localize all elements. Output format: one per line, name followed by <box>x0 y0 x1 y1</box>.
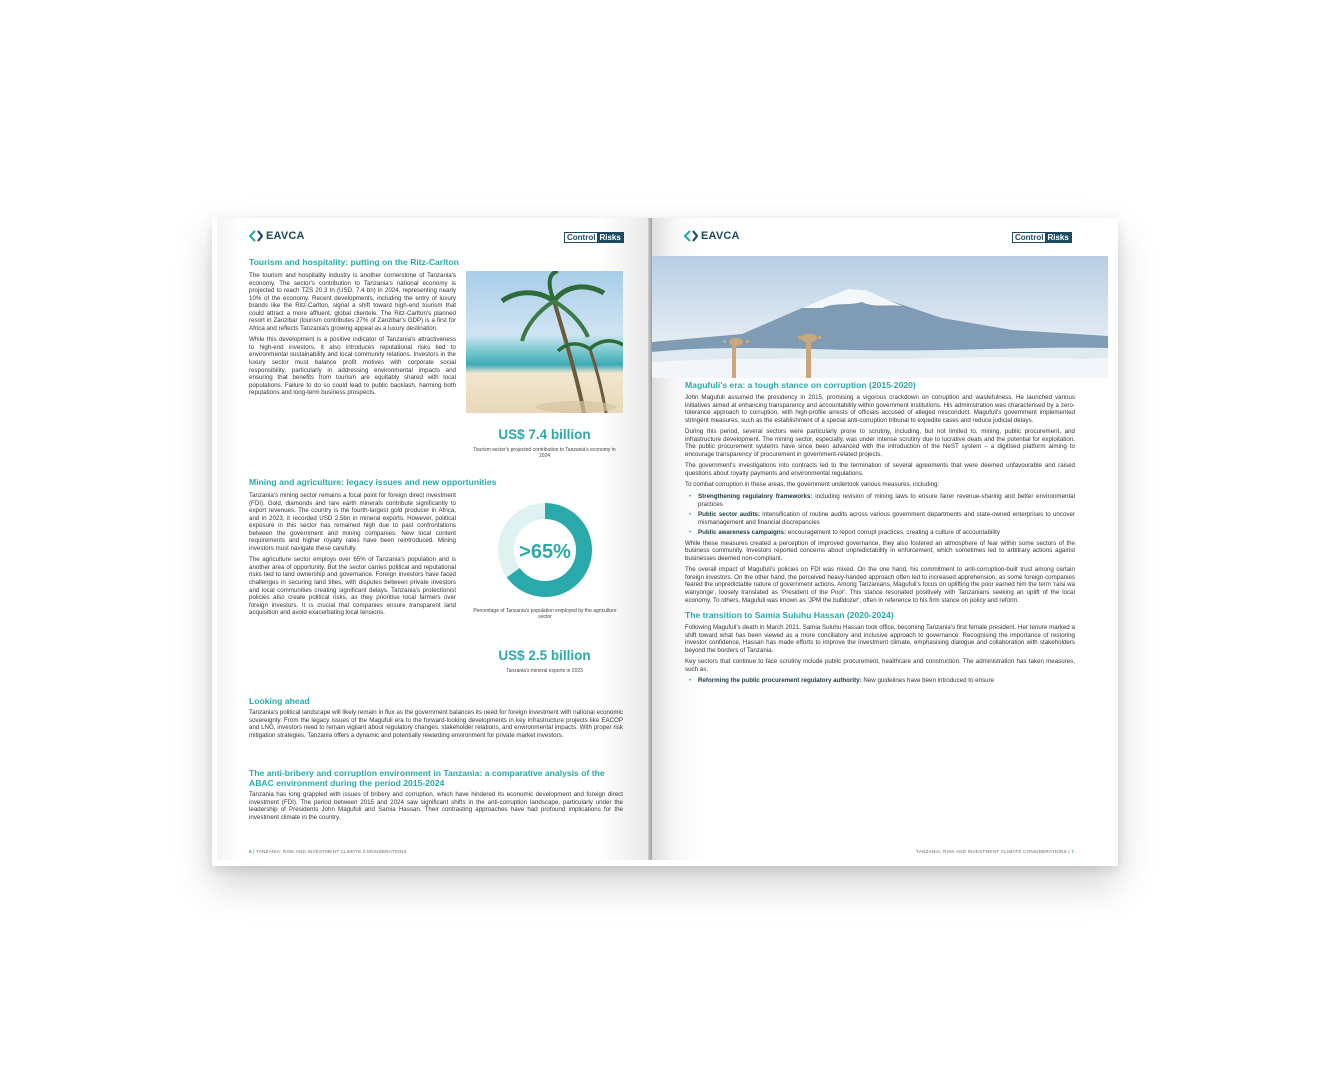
measures-list <box>685 493 1075 537</box>
palm-tree-illustration <box>466 271 623 413</box>
bullet-text: New guidelines have been introduced to ensure <box>861 677 995 685</box>
bullet-title: Public awareness campaigns: <box>698 529 787 537</box>
list-item <box>685 493 1075 508</box>
tourism-section <box>249 272 456 397</box>
samia-p1: Following Magufuli's death in March 2021, Samia Suluhu Hassan took office, becoming Tanzania's first female president. Her tenure marked a shift toward what has been viewed as a more conciliatory and inclusive approach to governance. Recognising the importance of restoring investor confidence, Hassan has made efforts to improve the investment climate, emphasising dialogue and collaboration with stakeholders beyond the borders of Tanzania. <box>685 624 1075 654</box>
logo-text: EAVCA <box>266 230 305 242</box>
eavca-logo <box>249 230 305 242</box>
list-item <box>685 677 1075 685</box>
bullet-title: Public sector audits: <box>698 511 761 519</box>
agriculture-donut-chart <box>495 500 595 600</box>
mining-heading: Mining and agriculture: legacy issues and new opportunities <box>249 477 497 487</box>
stat-tourism-value: US$ 7.4 billion <box>498 427 591 442</box>
bullet-text: intensification of routine audits across various government departments and state-owned enterprises to uncover mismanagement and financial discrepancies <box>698 511 1075 526</box>
stat-mining-value: US$ 2.5 billion <box>498 648 591 663</box>
beach-photo <box>466 271 623 413</box>
abac-section <box>249 768 623 821</box>
left-page-number: 6 <box>249 849 252 854</box>
right-body <box>685 380 1075 688</box>
magufuli-p3: The government's investigations into contracts led to the termination of several agreements that were deemed unfavourable and raised questions about royalty payments and environmental regulations. <box>685 462 1075 477</box>
samia-measures-list <box>685 677 1075 685</box>
brand-part1: Control <box>567 233 596 242</box>
right-page <box>652 218 1108 860</box>
mining-p2: The agriculture sector employs over 65% of Tanzania's population and is another area of opportunity. But the sector carries political and reputational risks tied to land ownership and governance. Foreign investors have faced challenges in securing land titles, with disputes between private investors and local communities creating significant delays. Tanzania's protectionist policies also create political risks, as they prioritise local farmers over foreign investors. It is crucial that companies ensure transparent land acquisition and avoid exacerbating local tensions. <box>249 556 456 617</box>
abac-p1: Tanzania has long grappled with issues of bribery and corruption, which have hindered its economic development and foreign direct investment (FDI). The period between 2015 and 2024 saw significant shifts in the anti-corruption landscape, particularly under the leadership of Presidents John Magufuli and Samia Hassan. Their contrasting approaches have had profound implications for the investment climate in the country. <box>249 791 623 821</box>
bullet-text: encouragement to report corrupt practices, creating a culture of accountability <box>786 529 1000 537</box>
tourism-heading-wrap <box>249 257 629 267</box>
list-item <box>685 511 1075 526</box>
eavca-chevron-icon <box>684 230 698 242</box>
right-page-number: 7 <box>1071 849 1074 854</box>
tourism-heading: Tourism and hospitality: putting on the Ritz-Carlton <box>249 257 459 267</box>
eavca-chevron-icon <box>249 230 263 242</box>
magufuli-p1: John Magufuli assumed the presidency in 2015, promising a vigorous crackdown on corruption and wastefulness. He launched various initiatives aimed at enhancing transparency and accountability within government institutions. His administration was characterised by a zero-tolerance approach to corruption, with high-profile arrests of officials accused of alleged misconduct. Magufuli's government implemented stringent measures, such as the establishment of a special anti-corruption tribunal to expedite cases and reduce judicial delays. <box>685 394 1075 424</box>
ahead-heading: Looking ahead <box>249 696 310 706</box>
brand-part2: Risks <box>599 233 621 242</box>
left-footer <box>249 849 407 854</box>
left-page <box>217 218 650 860</box>
abac-heading: The anti-bribery and corruption environment in Tanzania: a comparative analysis of the ABAC environment during the period 2015-2024 <box>249 768 605 788</box>
tourism-p1: The tourism and hospitality industry is another cornerstone of Tanzania's economy. The sector's contribution to Tanzania's national economy is projected to reach TZS 20.3 tn (USD. 7.4 bn) in 2024, representing nearly 10% of the economy. Recent developments, including the entry of luxury brands like the Ritz-Carlton, signal a shift toward high-end tourism that could attract a more affluent, global clientele. The Ritz-Carlton's planned resort in Zanzibar (tourism contributes 27% of Zanzibar's GDP) is a first for Africa and reflects Tanzania's growing appeal as a luxury destination. <box>249 272 456 332</box>
magufuli-p2: During this period, several sectors were particularly prone to scrutiny, including, but not limited to, mining, public procurement, and infrastructure development. The mining sector, especially, was under intense scrutiny due to lucrative deals and the potential for exploitation. The public procurement systems have since been advanced with the introduction of the NeST system – a digitised platform aiming to encourage transparency of procurement in government-related projects. <box>685 428 1075 458</box>
tourism-p2: While this development is a positive indicator of Tanzania's attractiveness to high-end investors, it also introduces reputational risks tied to environmental sustainability and local community relations. Investors in the luxury sector must balance profit motives with corporate social responsibility, particularly in addressing environmental impacts and ensuring that benefits from tourism are equitably shared with local populations. Failure to do so could lead to public backlash, harming both reputations and long-term business prospects. <box>249 336 456 397</box>
right-footer-text: TANZANIA: RISK AND INVESTMENT CLIMATE CONSIDERATIONS | <box>916 849 1070 854</box>
list-item <box>685 529 1075 537</box>
control-risks-logo-right <box>1012 232 1072 243</box>
mining-p1: Tanzania's mining sector remains a focal point for foreign direct investment (FDI). Gold, diamonds and rare earth minerals contribute significantly to export revenues. The country is the fourth-largest gold producer in Africa, and in 2023, it recorded USD 2.5bn in mineral exports. However, political exposure in this sector has remained high due to past confrontations between the government and mining companies. New local content requirements and higher royalty rates have been reintroduced. Mining investors must navigate these carefully. <box>249 492 456 552</box>
samia-heading: The transition to Samia Suluhu Hassan (2020-2024) <box>685 610 894 621</box>
brand-part2-right: Risks <box>1047 233 1069 242</box>
mining-heading-wrap <box>249 477 629 487</box>
eavca-logo-right <box>684 230 740 242</box>
magufuli-p6: The overall impact of Magufuli's policies on FDI was mixed. On the one hand, his commitment to anti-corruption-built trust among certain foreign investors. On the other hand, the perceived heavy-handed approach often led to increased apprehension, as some foreign companies feared the unpredictable nature of government actions. Among Tanzanians, Magufuli's focus on uplifting the poor earned him the term 'raisi wa wanyonge', loosely translated as 'President of the Poor'. This stance resonated positively with Tanzanians seeking an uplift of the local economy. To others, Magufuli was known as 'JPM the bulldozer', often in reference to his firm stance on policy and reform. <box>685 566 1075 604</box>
ahead-section <box>249 696 623 739</box>
mining-section <box>249 492 456 617</box>
magufuli-heading: Magufuli's era: a tough stance on corruption (2015-2020) <box>685 380 916 390</box>
bullet-title: Reforming the public procurement regulatory authority: <box>698 677 862 685</box>
magufuli-p4: To combat corruption in these areas, the government undertook various measures, including: <box>685 481 940 489</box>
bullet-text: including revision of mining laws to ensure fairer revenue-sharing and better environmental practices <box>698 493 1075 508</box>
stat-agri-caption: Percentage of Tanzania's population employed by the agriculture sector <box>473 608 617 620</box>
logo-text-right: EAVCA <box>701 230 740 242</box>
ahead-p1: Tanzania's political landscape will likely remain in flux as the government balances its need for foreign investment with national economic sovereignty. From the legacy issues of the Magufuli era to the forward-looking developments in key infrastructure projects like EACOP and LNG, investors need to remain vigilant about regulatory changes, stakeholder relations, and environmental impacts. With proper risk mitigation strategies, Tanzania offers a dynamic and potentially rewarding environment for private market investors. <box>249 709 624 739</box>
left-footer-text: | TANZANIA: RISK AND INVESTMENT CLIMATE CONSIDERATIONS <box>253 849 407 854</box>
mountain-illustration <box>652 256 1108 378</box>
control-risks-logo <box>564 232 624 243</box>
stat-mining-caption: Tanzania's mineral exports in 2023 <box>506 668 583 674</box>
kilimanjaro-photo <box>652 256 1108 378</box>
brand-part1-right: Control <box>1015 233 1044 242</box>
stat-tourism-caption: Tourism sector's projected contribution to Tanzania's economy in 2024 <box>473 447 616 459</box>
right-footer <box>916 849 1074 854</box>
magufuli-p5: While these measures created a perception of improved governance, they also fostered an atmosphere of fear within some sectors of the business community. Investors reported concerns about unpredictability in enforcement, which sometimes led to arbitrary actions against businesses deemed non-compliant. <box>685 539 1075 562</box>
bullet-title: Strengthening regulatory frameworks: <box>698 493 813 501</box>
donut-label: >65% <box>519 541 571 563</box>
samia-p2: Key sectors that continue to face scrutiny include public procurement, healthcare and construction. The administration has taken measures, such as: <box>685 658 1075 673</box>
